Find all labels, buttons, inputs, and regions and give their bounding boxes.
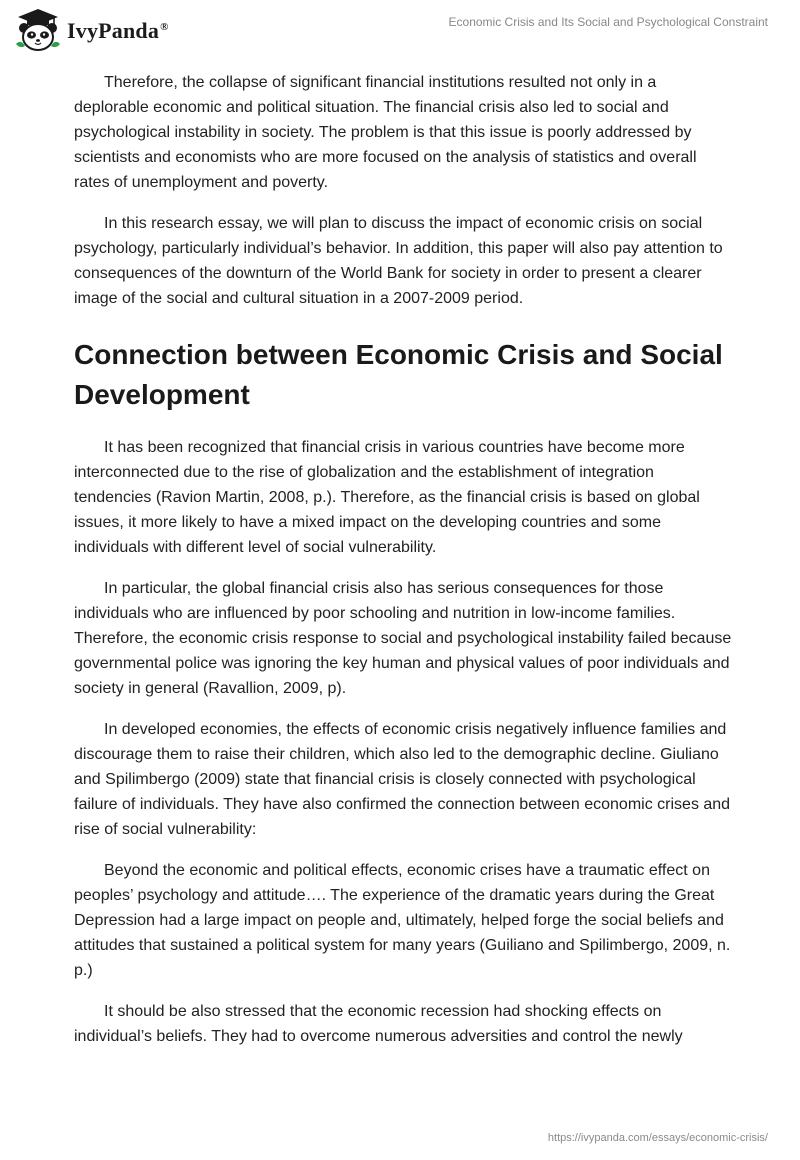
paragraph-1: Therefore, the collapse of significant financial institutions resulted not only in a deplorable economic and political situation. The financial crisis also led to social and psychological instability in society. The problem is that this issue is poorly addressed by scientists and economists who are more focused on the analysis of statistics and overall rates of unemployment and poverty.: [74, 74, 697, 191]
section-heading: Connection between Economic Crisis and Social Development: [74, 339, 723, 410]
source-url[interactable]: https://ivypanda.com/essays/economic-crisis/: [547, 1132, 768, 1144]
paragraph-4: In particular, the global financial crisis also has serious consequences for those individuals who are influenced by poor schooling and nutrition in low-income families. Therefore, the economic crisis response to social and psychological instability failed because governmental police was ignoring the key human and physical values of poor individuals and society in general (Ravallion, 2009, p).: [74, 580, 732, 697]
paragraph-7: It should be also stressed that the economic recession had shocking effects on individual’s beliefs. They had to overcome numerous adversities and control the newly: [74, 1003, 683, 1045]
essay-body: [74, 70, 734, 1065]
paragraph-2: In this research essay, we will plan to discuss the impact of economic crisis on social psychology, particularly individual’s behavior. In addition, this paper will also pay attention to consequences of the downturn of the World Bank for society in order to present a clearer image of the social and cultural situation in a 2007-2009 period.: [74, 215, 723, 307]
document-title: Economic Crisis and Its Social and Psychological Constraint: [448, 15, 768, 29]
brand-name: IvyPanda®: [67, 18, 169, 43]
ivypanda-logo[interactable]: [14, 8, 169, 54]
paragraph-5: In developed economies, the effects of economic crisis negatively influence families and discourage them to raise their children, which also led to the demographic decline. Giuliano and Spilimbergo (2009) state that financial crisis is closely connected with psychological failure of individuals. They have also confirmed the connection between economic crises and rise of social vulnerability:: [74, 721, 731, 838]
block-quote: Beyond the economic and political effects, economic crises have a traumatic effect on peoples’ psychology and attitude…. The experience of the dramatic years during the Great Depression had a large impact on people and, ultimately, helped forge the social beliefs and attitudes that sustained a political system for many years (Guiliano and Spilimbergo, 2009, n. p.): [74, 862, 731, 979]
panda-graduate-icon: [14, 8, 62, 54]
paragraph-3: It has been recognized that financial crisis in various countries have become more interconnected due to the rise of globalization and the establishment of integration tendencies (Ravion Martin, 2008, p.). Therefore, as the financial crisis is based on global issues, it more likely to have a mixed impact on the developing countries and some individuals with different level of social vulnerability.: [74, 439, 700, 556]
page-header: [0, 0, 800, 60]
